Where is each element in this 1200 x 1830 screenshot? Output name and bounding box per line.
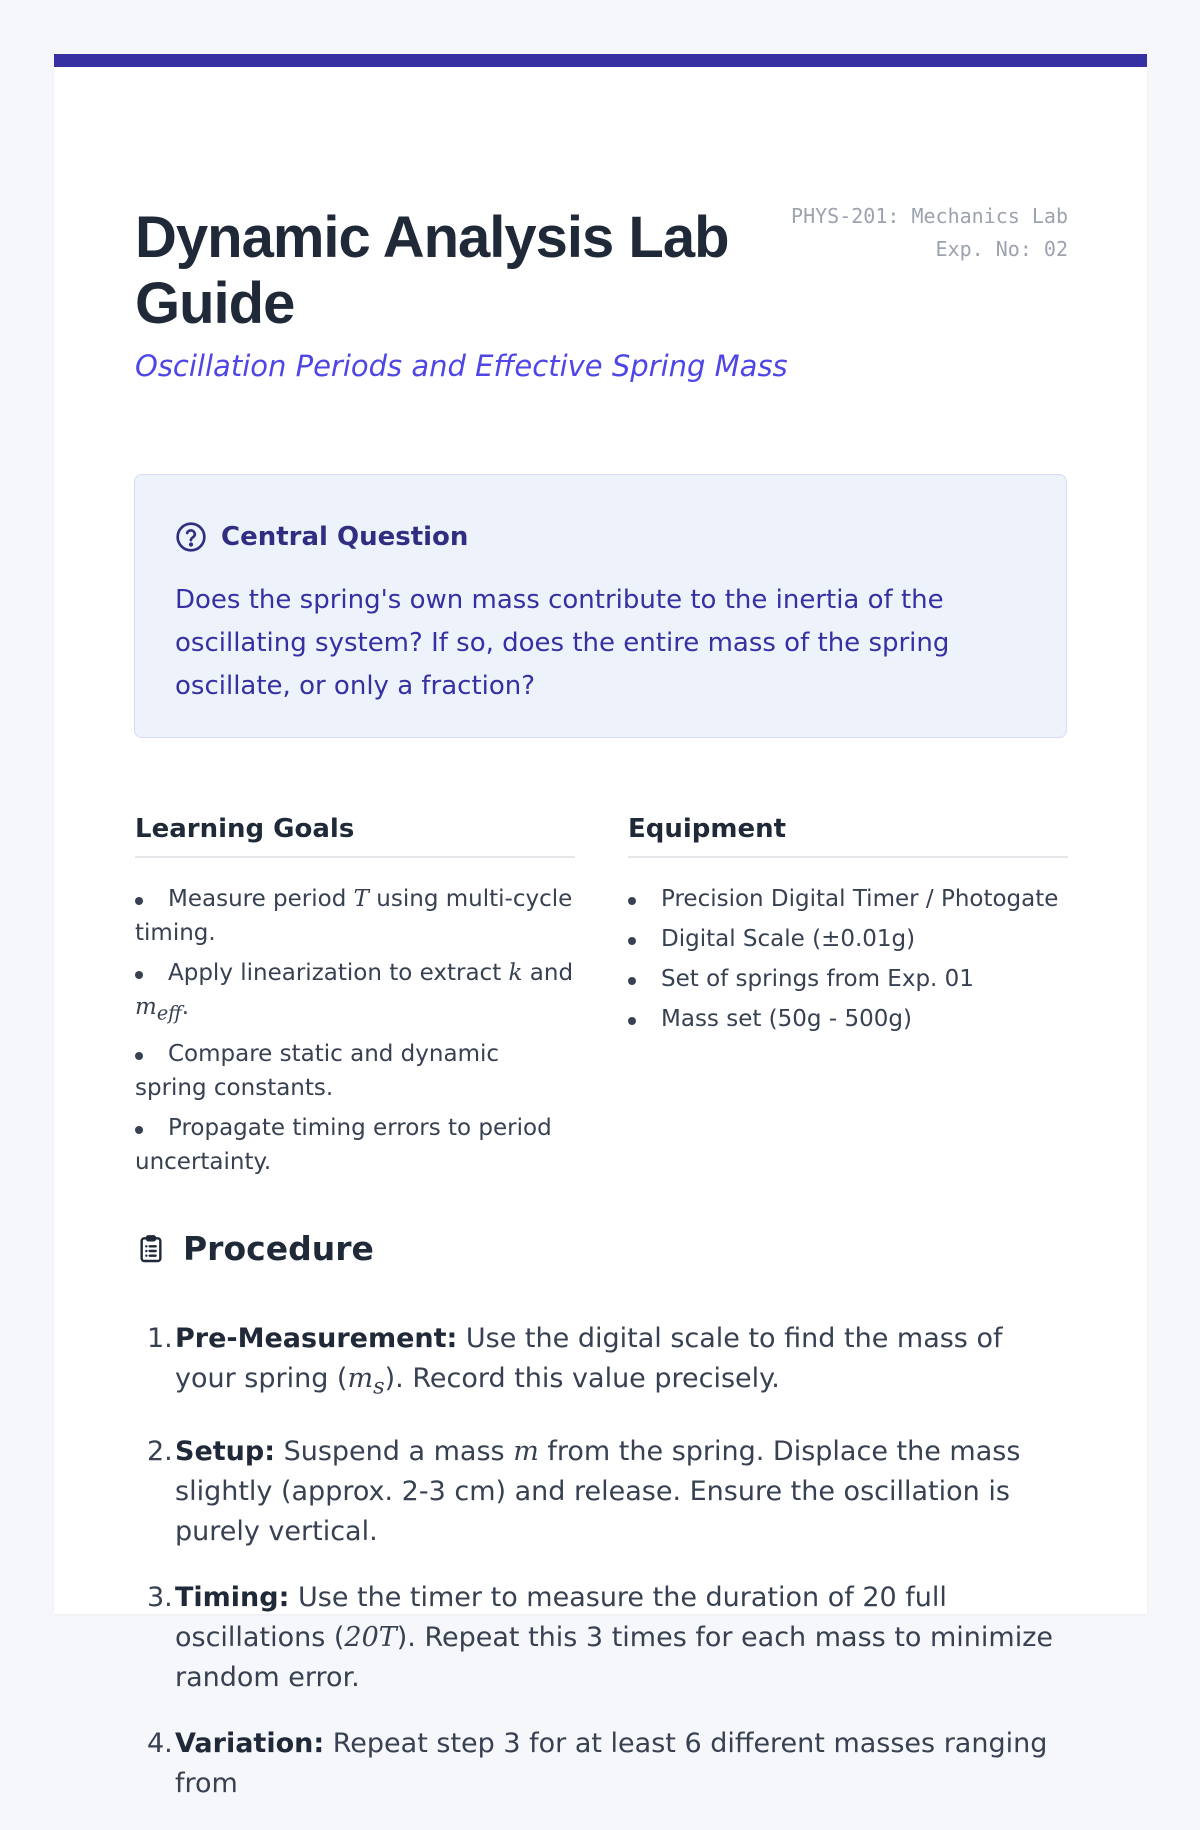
learning-goals-list [135, 882, 575, 1179]
equipment-section [628, 814, 1068, 1042]
lab-guide-page [54, 54, 1147, 1800]
procedure-step: 4. Variation: Repeat step 3 for at least 6 different masses ranging from [147, 1728, 1048, 1800]
list-item: Apply linearization to extract k and $m_{eff}$. [135, 956, 575, 1031]
equipment-list [628, 882, 1068, 1036]
learning-goals-section [135, 814, 575, 1185]
list-item: Measure period T using multi-cycle timing. [135, 882, 575, 950]
list-item: Propagate timing errors to period uncertainty. [135, 1111, 575, 1179]
clipboard-list-icon [135, 1233, 167, 1265]
procedure-title: Procedure [183, 1229, 374, 1268]
procedure-header [135, 1229, 374, 1268]
page-subtitle: Oscillation Periods and Effective Spring Mass [135, 349, 788, 383]
central-question-box [134, 474, 1067, 738]
equipment-title: Equipment [628, 814, 1068, 858]
accent-bar [54, 54, 1147, 67]
question-circle-icon [175, 521, 207, 553]
list-item: Digital Scale (±0.01g) [628, 922, 1068, 956]
experiment-number: Exp. No: 02 [935, 237, 1068, 261]
procedure-step: 1. Pre-Measurement: Use the digital scale to find the mass of your spring $(m_s)$. Record this value precisely. [147, 1323, 1003, 1400]
central-question-text: Does the spring's own mass contribute to the inertia of the oscillating system? If so, does the entire mass of the spring oscillate, or only a fraction? [175, 585, 950, 701]
list-item: Mass set (50g - 500g) [628, 1002, 1068, 1036]
course-meta [768, 200, 1068, 266]
list-item: Compare static and dynamic spring constants. [135, 1037, 575, 1105]
learning-goals-title: Learning Goals [135, 814, 575, 858]
course-code: PHYS-201: Mechanics Lab [791, 204, 1068, 228]
central-question-header [175, 521, 468, 553]
procedure-step: 2. Setup: Suspend a mass m from the spring. Displace the mass slightly (approx. 2-3 cm) and release. Ensure the oscillation is purely vertical. [147, 1436, 1021, 1548]
central-question-label: Central Question [221, 522, 469, 552]
procedure-steps [135, 1319, 1068, 1830]
list-item: Set of springs from Exp. 01 [628, 962, 1068, 996]
procedure-step: 3. Timing: Use the timer to measure the duration of 20 full oscillations (20T). Repeat this 3 times for each mass to minimize random error. [147, 1582, 1054, 1694]
list-item: Precision Digital Timer / Photogate [628, 882, 1068, 916]
page-title: Dynamic Analysis Lab Guide [135, 205, 729, 336]
